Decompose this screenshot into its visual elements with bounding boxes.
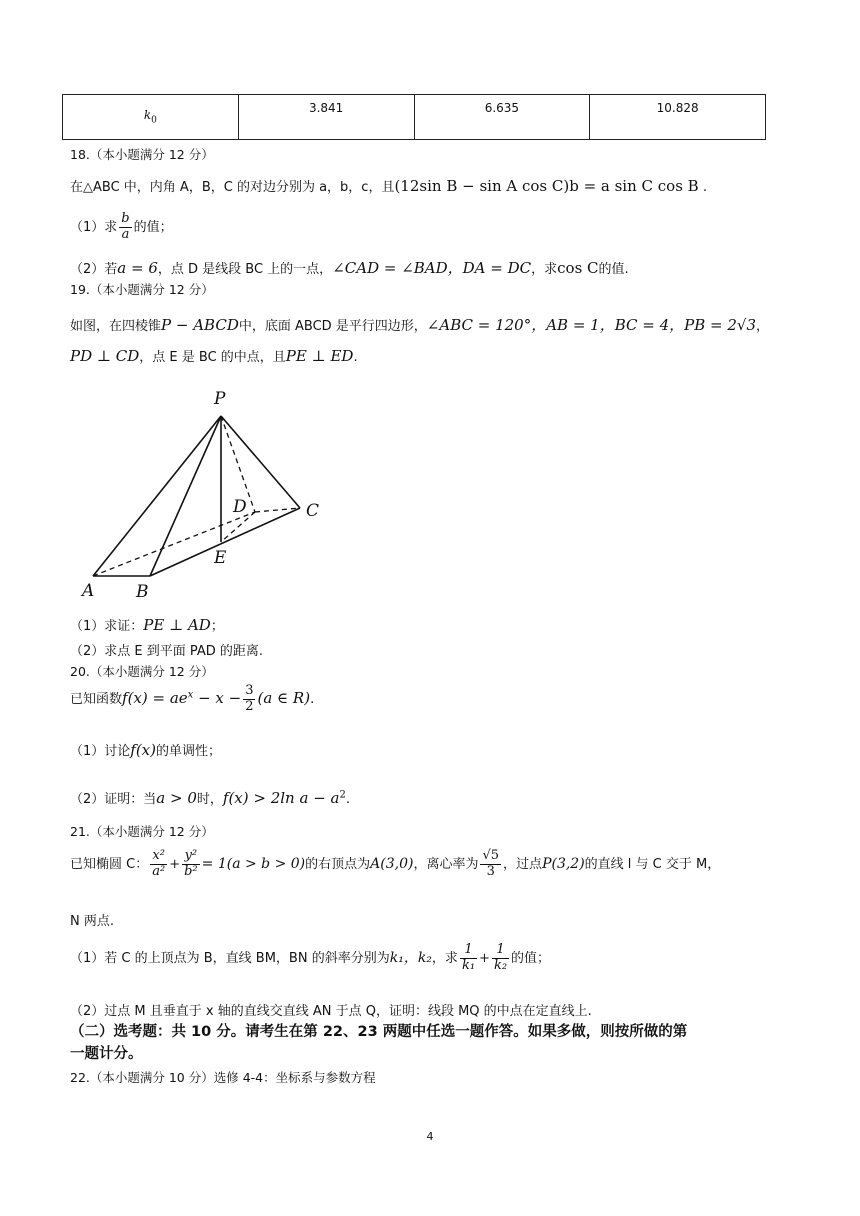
table-row [63,95,766,140]
edge-PC [221,416,300,508]
label-D: D [233,497,247,517]
pyramid-figure [70,378,335,603]
q18-part1: （1）求 $\frac{b}{a}$ 的值； [70,211,173,242]
label-P: P [214,389,226,409]
q20-stem: 已知函数$f(x) = ae^x - x$ − $\frac{3}{2}$ (a ∈ R). [70,683,315,714]
section-2-line2: 一题计分。 [70,1046,143,1062]
table-cell: 6.635 [414,95,590,140]
q18-header: 18.（本小题满分 12 分） [70,147,214,162]
q18-stem: 在△ABC 中，内角 A，B，C 的对边分别为 a，b，c，且(12sin B − sin A cos C)b = a sin C cos B . [70,177,707,195]
q21-header: 21.（本小题满分 12 分） [70,824,214,839]
q19-part2: （2）求点 E 到平面 PAD 的距离. [70,644,264,659]
section-2-line1: （二）选考题：共 10 分。请考生在第 22、23 两题中任选一题作答。如果多做，则按所做的第 [70,1024,688,1040]
table-cell: 10.828 [590,95,766,140]
q22-header: 22.（本小题满分 10 分）选修 4-4：坐标系与参数方程 [70,1070,376,1085]
q18-part2: （2）若a = 6，点 D 是线段 BC 上的一点，∠CAD = ∠BAD，DA = DC，求cos C的值. [70,259,629,277]
edge-PB [150,416,221,576]
label-B: B [136,582,149,602]
label-C: C [306,501,320,521]
q21-stem-line1: 已知椭圆 C： $\frac{\text{x²}}{\text{a²}}$ + $\frac{\text{y²}}{\text{b²}}$ = 1(a > b > 0)的右顶点为A(3,0)，离心率为 $\frac{√5}{3}$ ，过点P(3,2)的直线 l 与 C 交于 M， [70,848,721,879]
q21-stem-line2: N 两点. [70,914,114,929]
q21-part1: （1）若 C 的上顶点为 B，直线 BM，BN 的斜率分别为k₁，k₂，求 $\frac{1}{\text{k₁}}$ + $\frac{1}{\text{k₂}}$ 的值； [70,942,551,973]
q19-part1: （1）求证：PE ⊥ AD； [70,616,224,634]
q20-part1: （1）讨论f(x)的单调性； [70,741,222,759]
page-number: 4 [426,1130,434,1143]
q20-part2: （2）证明：当a > 0时，f(x) > 2ln $a - a^2$. [70,789,350,807]
critical-value-table [62,94,766,140]
q19-stem-line2: PD ⊥ CD，点 E 是 BC 的中点，且PE ⊥ ED. [70,347,358,365]
table-cell-k0: $k_0$ [63,95,239,140]
q19-header: 19.（本小题满分 12 分） [70,282,214,297]
q21-part2: （2）过点 M 且垂直于 x 轴的直线交直线 AN 于点 Q，证明：线段 MQ 的中点在定直线上. [70,1004,592,1019]
label-E: E [214,548,227,568]
q20-header: 20.（本小题满分 12 分） [70,664,214,679]
label-A: A [82,581,95,601]
table-cell: 3.841 [238,95,414,140]
q19-stem-line1: 如图，在四棱锥P − ABCD中，底面 ABCD 是平行四边形，∠ABC = 120°，AB = 1，BC = 4，PB = 2√3， [70,316,770,334]
